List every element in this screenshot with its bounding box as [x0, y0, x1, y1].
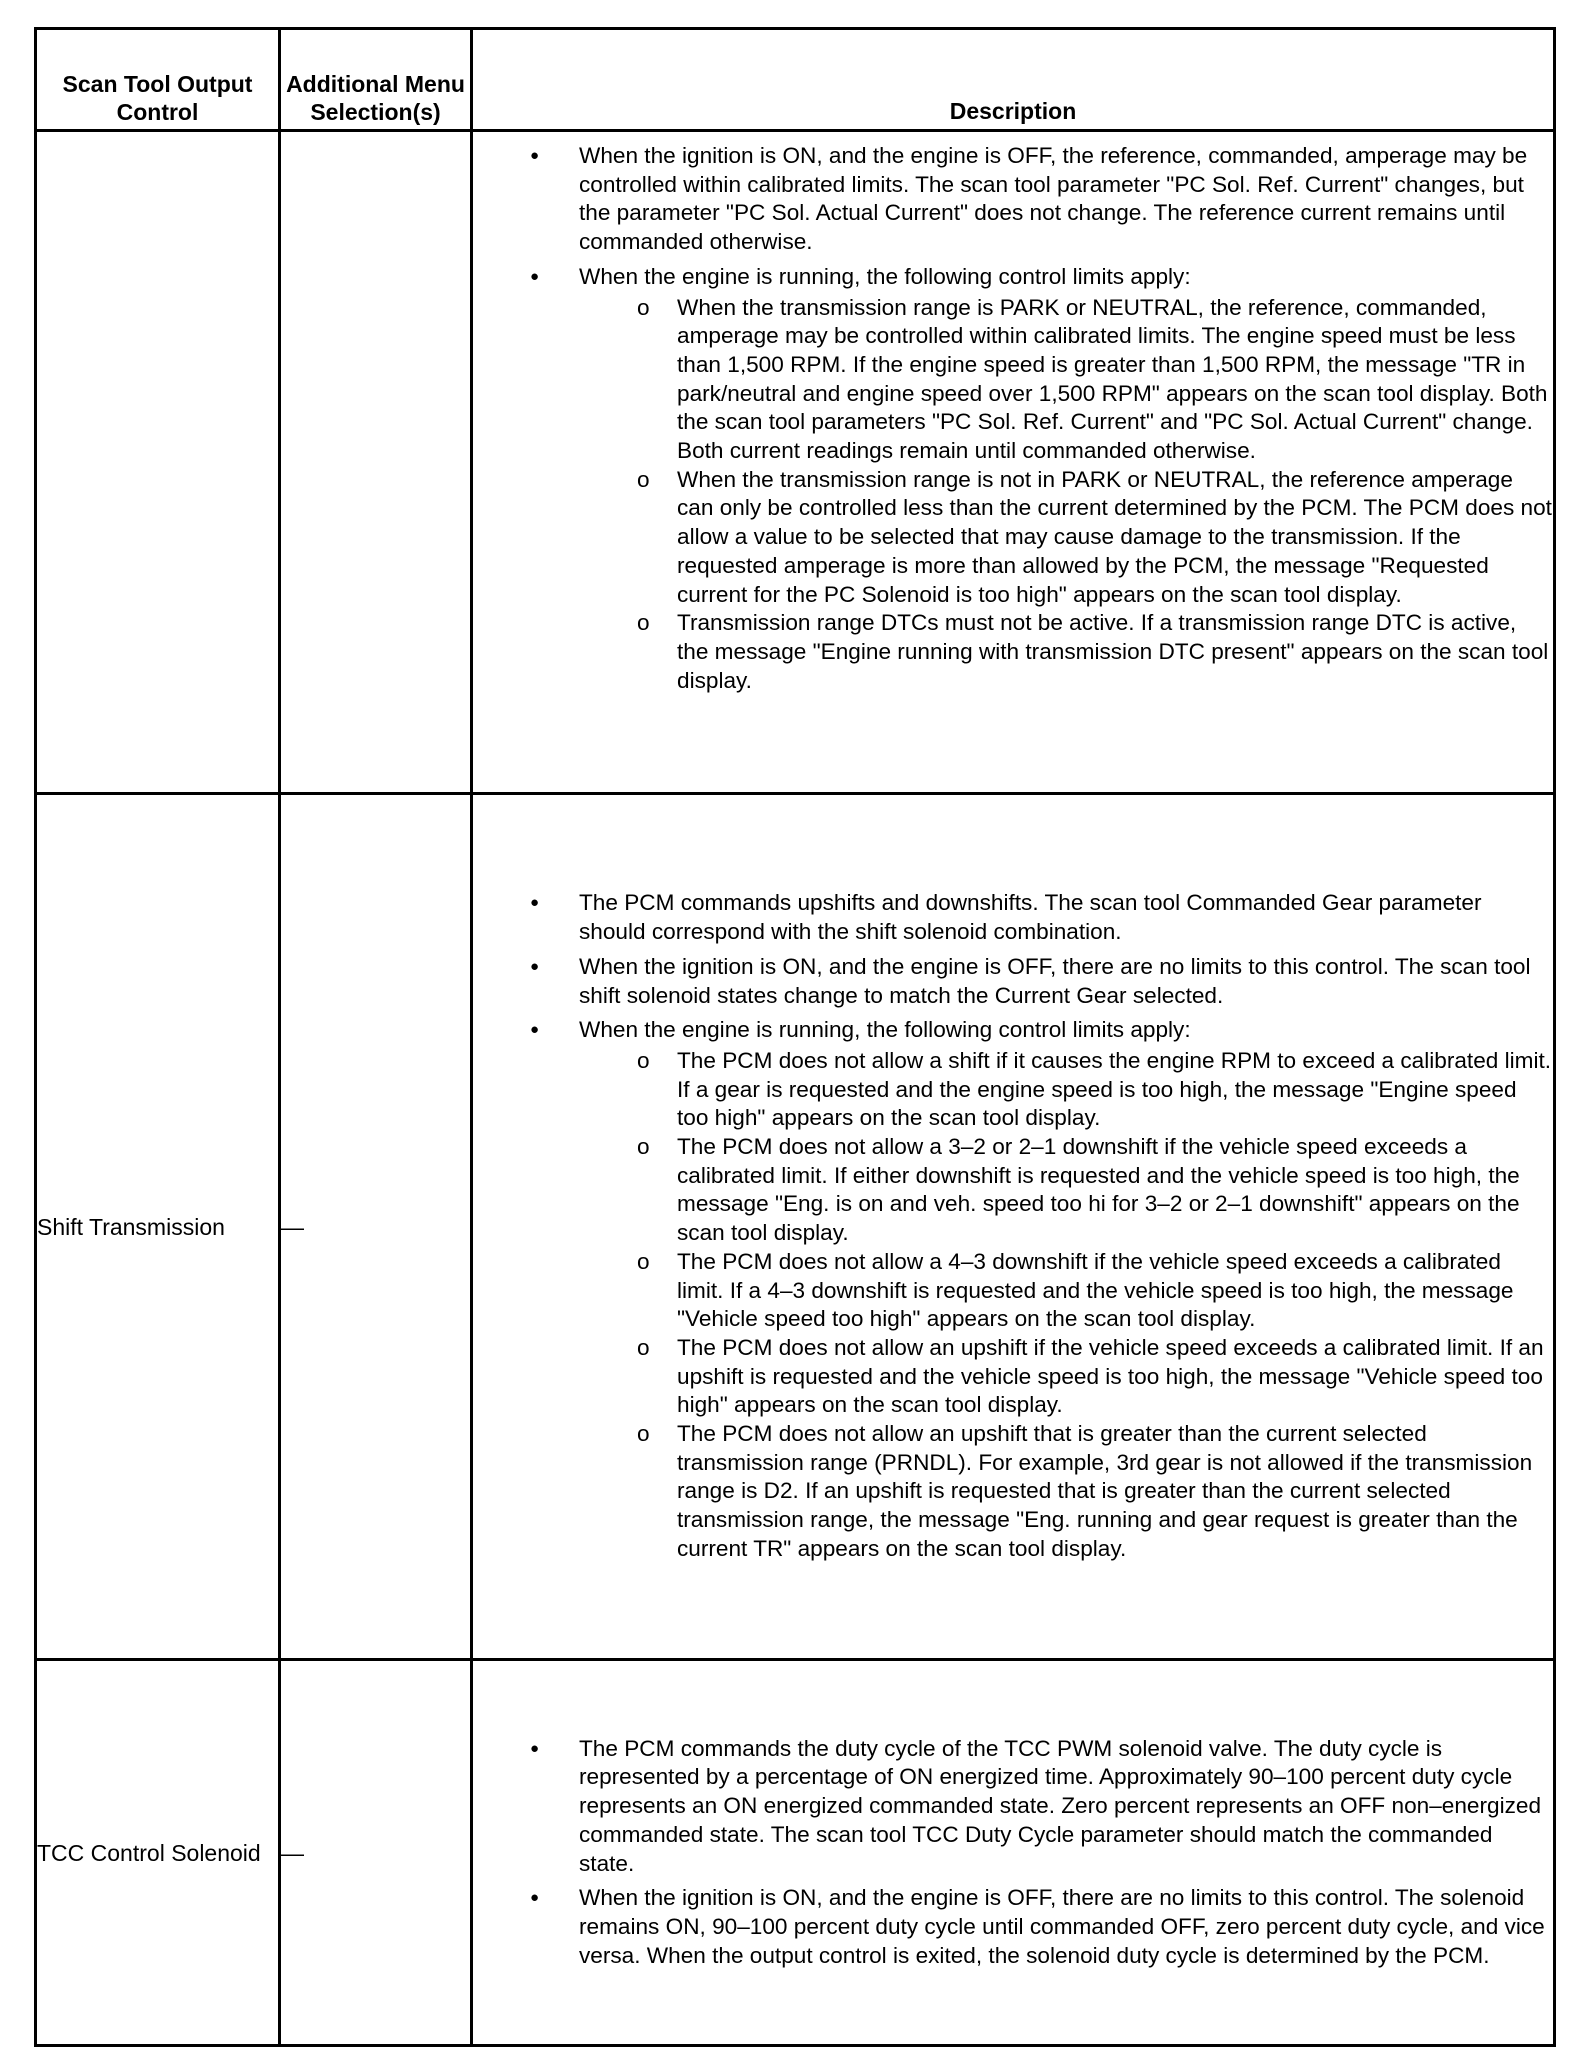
- sub-bullet-marker: o: [637, 1248, 650, 1274]
- sub-bullet-marker: o: [637, 1334, 650, 1360]
- menu-selection: —: [280, 1660, 472, 2046]
- bullet-text: When the ignition is ON, and the engine is OFF, there are no limits to this control. The scan tool shift solenoid states change to match the Current Gear selected.: [579, 953, 1531, 1008]
- output-control-name: TCC Control Solenoid: [36, 1660, 280, 2046]
- bullet-item: [473, 953, 1553, 1010]
- bullet-item: [473, 142, 1553, 257]
- bullet-text: When the engine is running, the following control limits apply:: [579, 263, 1191, 289]
- output-control-name: Shift Transmission: [36, 794, 280, 1660]
- sub-bullet-text: The PCM does not allow an upshift that is greater than the current selected transmission range (PRNDL). For example, 3rd gear is not allowed if the transmission range is D2. If an upshift is requested that is greater than the current selected transmission range, the message "Eng. running and gear request is greater than the current TR" appears on the scan tool display.: [677, 1421, 1533, 1561]
- sub-bullet-item: [575, 1334, 1553, 1420]
- description-list: [473, 1735, 1553, 1971]
- bullet-marker: ●: [530, 1889, 540, 1907]
- sub-bullet-marker: o: [637, 1134, 650, 1160]
- bullet-text: The PCM commands upshifts and downshifts. The scan tool Commanded Gear parameter should correspond with the shift solenoid combination.: [579, 890, 1482, 945]
- header-description: Description: [472, 29, 1555, 131]
- sub-bullet-marker: o: [637, 294, 650, 320]
- sub-bullet-marker: o: [637, 1421, 650, 1447]
- menu-selection: —: [280, 794, 472, 1660]
- sub-bullet-text: When the transmission range is not in PARK or NEUTRAL, the reference amperage can only be controlled less than the current determined by the PCM. The PCM does not allow a value to be selected that may cause damage to the transmission. If the requested amperage is more than allowed by the PCM, the message "Requested current for the PC Solenoid is too high" appears on the scan tool display.: [677, 466, 1552, 607]
- output-control-table: [34, 27, 1556, 2047]
- table-row: [36, 1660, 1555, 2046]
- description-cell: [472, 131, 1555, 794]
- sub-bullet-marker: o: [637, 466, 650, 492]
- sub-bullet-item: [575, 1133, 1553, 1248]
- header-additional-menu-selections: Additional Menu Selection(s): [280, 29, 472, 131]
- sub-bullet-item: [575, 609, 1553, 695]
- sub-bullet-item: [575, 1420, 1553, 1564]
- output-control-name: [36, 131, 280, 794]
- bullet-item: [473, 1016, 1553, 1563]
- bullet-item: [473, 1884, 1553, 1970]
- sub-bullet-item: [575, 1248, 1553, 1334]
- bullet-marker: ●: [530, 1021, 540, 1039]
- sub-bullet-item: [575, 1047, 1553, 1133]
- sub-bullet-text: The PCM does not allow a shift if it causes the engine RPM to exceed a calibrated limit. If a gear is requested and the engine speed is too high, the message "Engine speed too high" appears on the scan tool display.: [677, 1047, 1552, 1131]
- sub-bullet-text: The PCM does not allow a 4–3 downshift if the vehicle speed exceeds a calibrated limit. If a 4–3 downshift is requested and the vehicle speed is too high, the message "Vehicle speed too high" appears on the scan tool display.: [677, 1248, 1514, 1332]
- bullet-marker: ●: [530, 894, 540, 912]
- bullet-text: When the ignition is ON, and the engine is OFF, there are no limits to this control. The solenoid remains ON, 90–100 percent duty cycle until commanded OFF, zero percent duty cycle, and vice versa. When the output control is exited, the solenoid duty cycle is determined by the PCM.: [579, 1885, 1545, 1968]
- sub-bullet-text: The PCM does not allow a 3–2 or 2–1 downshift if the vehicle speed exceeds a calibrated limit. If either downshift is requested and the vehicle speed is too high, the message "Eng. is on and veh. speed too hi for 3–2 or 2–1 downshift" appears on the scan tool display.: [677, 1134, 1520, 1246]
- sub-bullet-text: When the transmission range is PARK or NEUTRAL, the reference, commanded, amperage may be controlled within calibrated limits. The engine speed must be less than 1,500 RPM. If the engine speed is greater than 1,500 RPM, the message "TR in park/neutral and engine speed over 1,500 RPM" appears on the scan tool display. Both the scan tool parameters "PC Sol. Ref. Current" and "PC Sol. Actual Current" change. Both current readings remain until commanded otherwise.: [677, 294, 1548, 464]
- table-row: [36, 794, 1555, 1660]
- bullet-text: The PCM commands the duty cycle of the TCC PWM solenoid valve. The duty cycle is represented by a percentage of ON energized time. Approximately 90–100 percent duty cycle represents an ON energized commanded state. Zero percent represents an OFF non–energized commanded state. The scan tool TCC Duty Cycle parameter should match the commanded state.: [579, 1735, 1542, 1876]
- bullet-marker: ●: [530, 957, 540, 975]
- menu-selection: [280, 131, 472, 794]
- description-cell: [472, 794, 1555, 1660]
- bullet-item: [473, 1735, 1553, 1879]
- sub-bullet-item: [575, 466, 1553, 610]
- bullet-marker: ●: [530, 147, 540, 164]
- sub-bullet-marker: o: [637, 1047, 650, 1073]
- bullet-marker: ●: [530, 1739, 540, 1757]
- bullet-item: [473, 889, 1553, 946]
- description-list: [473, 132, 1553, 695]
- header-scan-tool-output-control: Scan Tool Output Control: [36, 29, 280, 131]
- sub-bullet-item: [575, 294, 1553, 466]
- table-header-row: [36, 29, 1555, 131]
- sub-bullet-marker: o: [637, 610, 650, 636]
- sub-bullet-text: Transmission range DTCs must not be active. If a transmission range DTC is active, the message "Engine running with transmission DTC present" appears on the scan tool display.: [677, 610, 1549, 693]
- description-list: [473, 889, 1553, 1563]
- bullet-text: When the ignition is ON, and the engine is OFF, the reference, commanded, amperage may be controlled within calibrated limits. The scan tool parameter "PC Sol. Ref. Current" changes, but the parameter "PC Sol. Actual Current" does not change. The reference current remains until commanded otherwise.: [579, 143, 1528, 255]
- bullet-text: When the engine is running, the following control limits apply:: [579, 1017, 1191, 1043]
- bullet-item: [473, 263, 1553, 696]
- sub-bullet-text: The PCM does not allow an upshift if the vehicle speed exceeds a calibrated limit. If an upshift is requested and the vehicle speed is too high, the message "Vehicle speed too high" appears on the scan tool display.: [677, 1334, 1544, 1418]
- table-row: [36, 131, 1555, 794]
- bullet-marker: ●: [530, 267, 540, 285]
- description-cell: [472, 1660, 1555, 2046]
